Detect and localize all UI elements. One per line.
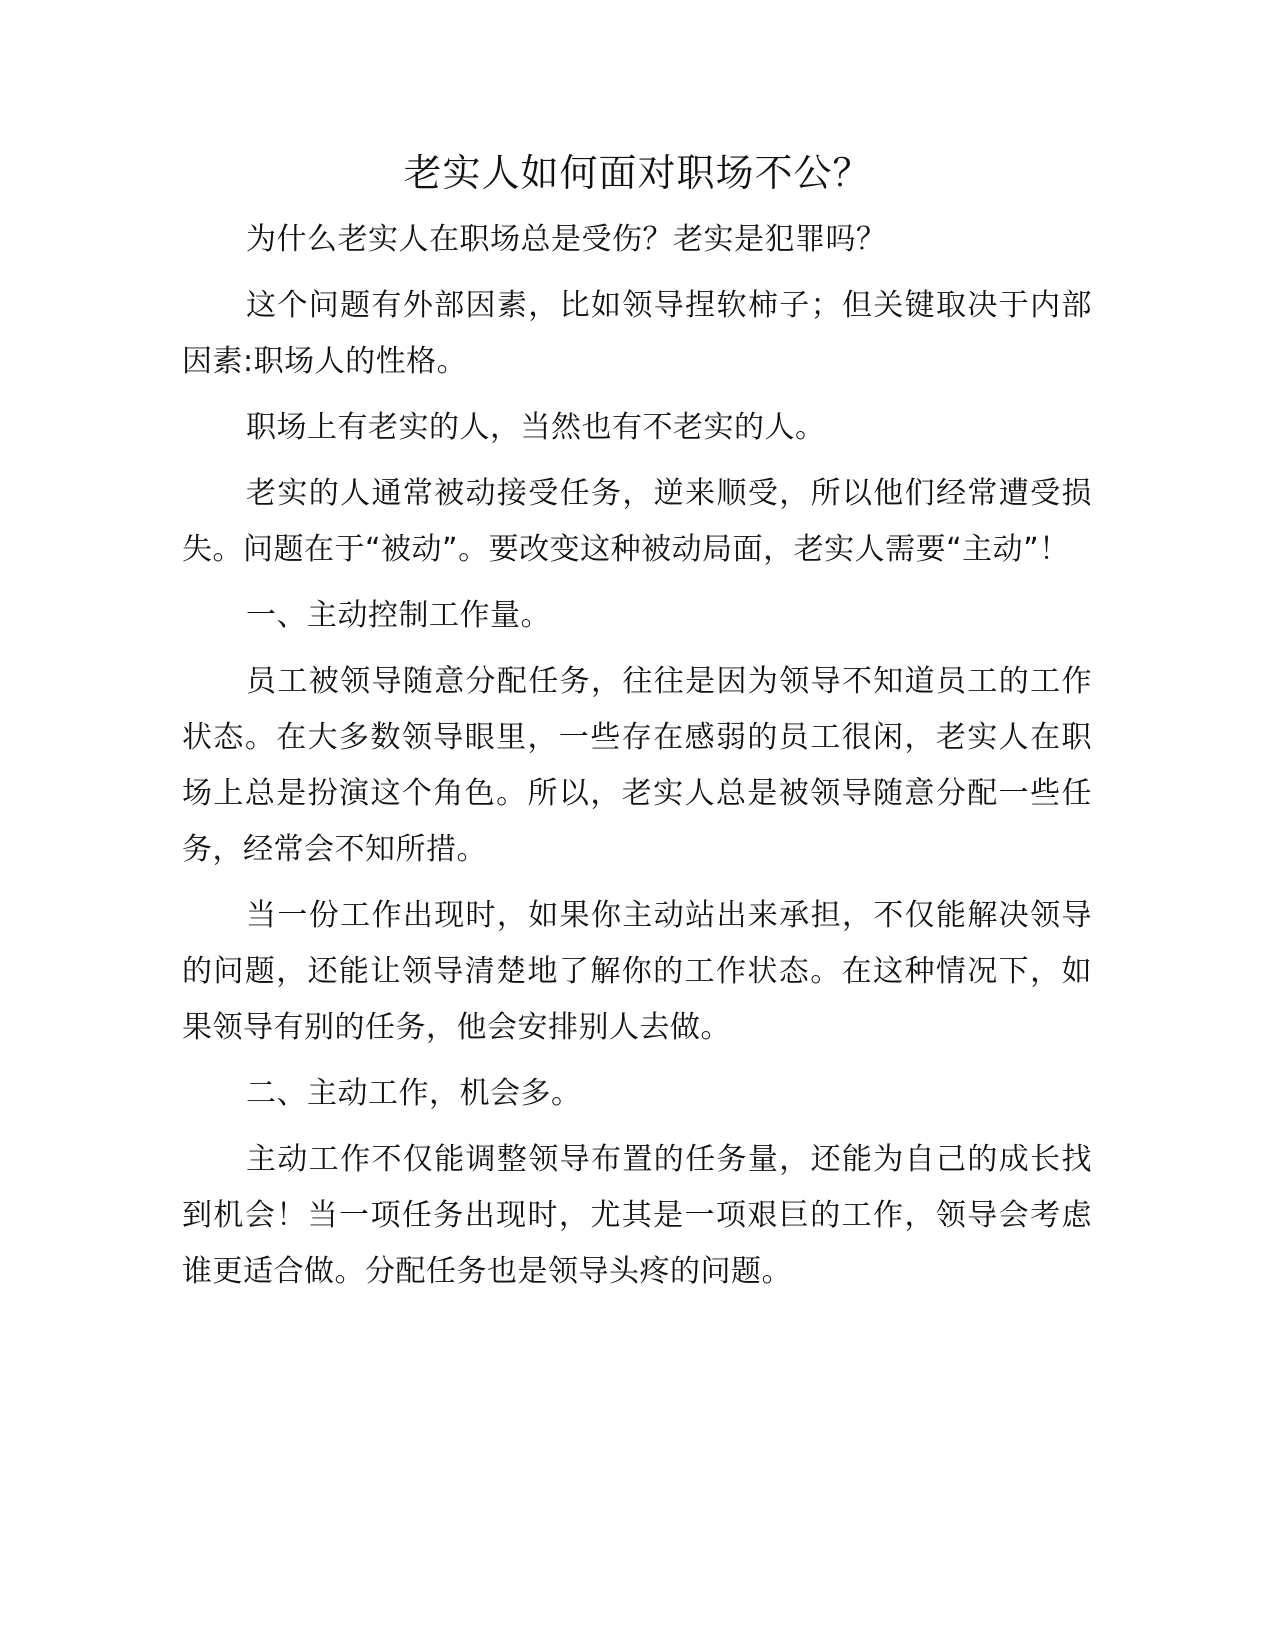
paragraph-7: 主动工作不仅能调整领导布置的任务量，还能为自己的成长找到机会！当一项任务出现时，尤其是一项艰巨的工作，领导会考虑谁更适合做。分配任务也是领导头疼的问题。 xyxy=(182,1142,1092,1289)
paragraph-2: 这个问题有外部因素，比如领导捏软柿子；但关键取决于内部因素:职场人的性格。 xyxy=(182,288,1092,379)
paragraph-4: 老实的人通常被动接受任务，逆来顺受，所以他们经常遭受损失。问题在于“被动”。要改变这种被动局面，老实人需要“主动”！ xyxy=(182,476,1092,567)
section-heading-1: 一、主动控制工作量。 xyxy=(246,598,551,633)
paragraph-1: 为什么老实人在职场总是受伤？老实是犯罪吗？ xyxy=(246,222,887,257)
document-title: 老实人如何面对职场不公？ xyxy=(403,151,872,195)
paragraph-3: 职场上有老实的人，当然也有不老实的人。 xyxy=(246,410,826,445)
paragraph-5: 员工被领导随意分配任务，往往是因为领导不知道员工的工作状态。在大多数领导眼里，一些存在感弱的员工很闲，老实人在职场上总是扮演这个角色。所以，老实人总是被领导随意分配一些任务，经常会不知所措。 xyxy=(182,664,1092,867)
document-body xyxy=(182,212,1092,1310)
paragraph-6: 当一份工作出现时，如果你主动站出来承担，不仅能解决领导的问题，还能让领导清楚地了解你的工作状态。在这种情况下，如果领导有别的任务，他会安排别人去做。 xyxy=(182,898,1092,1045)
section-heading-2: 二、主动工作，机会多。 xyxy=(246,1076,582,1111)
